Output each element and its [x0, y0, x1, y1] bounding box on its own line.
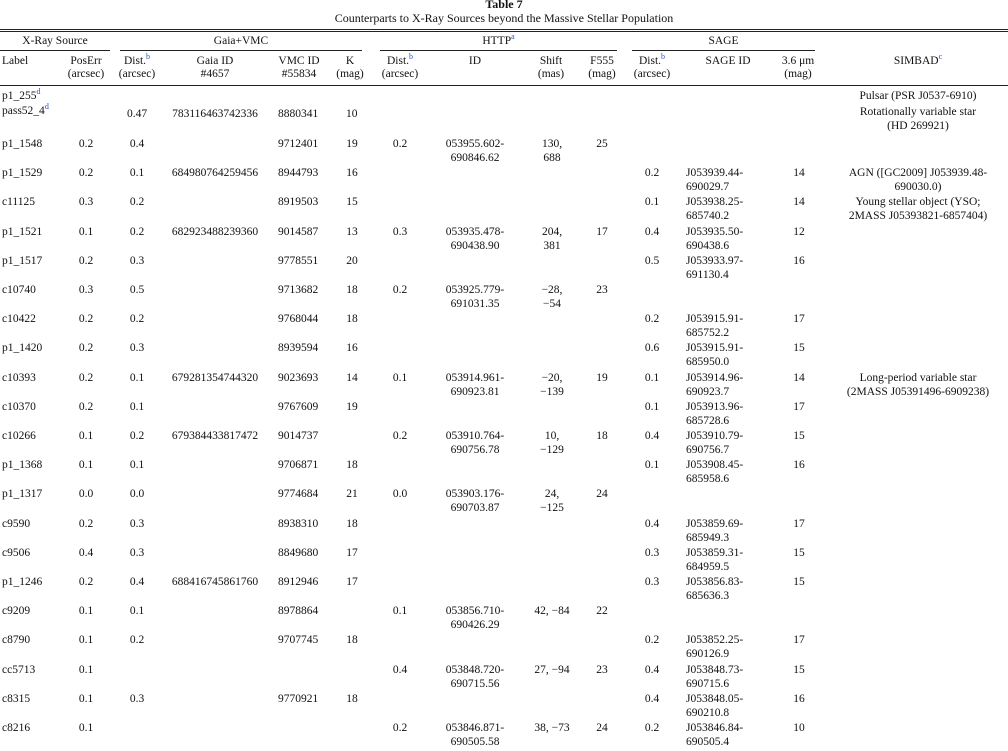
- cell-sage-dist: 0.3: [644, 546, 660, 559]
- cell-k: 13: [346, 225, 358, 238]
- header-f555: F555 (mag): [588, 55, 616, 80]
- cell-label: p1_1420: [2, 342, 43, 355]
- cell-f555: 17: [596, 225, 608, 238]
- cell-http-dist: 0.1: [392, 371, 408, 384]
- header-poserr: PosErr (arcsec): [67, 55, 105, 80]
- cell-ch1: 16: [793, 254, 805, 267]
- cell-http-id: 053903.176- 690703.87: [445, 488, 505, 515]
- cell-k: 18: [346, 284, 358, 296]
- cell-k: 18: [346, 692, 358, 705]
- cell-label: c9506: [2, 546, 31, 559]
- cell-shift: 130, 688: [541, 138, 563, 164]
- table-row: [0, 400, 1008, 430]
- cell-vmc-id: 9768044: [278, 313, 319, 326]
- cell-vmc-id: 9014587: [278, 225, 319, 238]
- cell-http-dist: 0.2: [392, 138, 408, 150]
- group-sage: SAGE: [632, 35, 815, 51]
- cell-sage-id: J053846.84- 690505.4: [686, 722, 744, 748]
- table-row: [0, 137, 1008, 167]
- cell-label: c8790: [2, 634, 31, 647]
- cell-sage-id: J053915.91- 685950.0: [686, 342, 744, 369]
- cell-sage-dist: 0.2: [644, 167, 660, 180]
- cell-poserr: 0.2: [78, 167, 94, 180]
- cell-sage-dist: 0.1: [644, 459, 660, 472]
- cell-shift: 204, 381: [541, 225, 563, 252]
- cell-gaia-dist: 0.3: [129, 517, 145, 530]
- cell-k: 14: [346, 371, 358, 384]
- table-row: [0, 254, 1008, 284]
- cell-k: 16: [346, 167, 358, 180]
- cell-shift: 24, −125: [540, 488, 564, 515]
- cell-ch1: 17: [793, 313, 805, 326]
- table-row: [0, 371, 1008, 401]
- cell-label: p1_1317: [2, 488, 43, 501]
- cell-shift: 38, −73: [534, 722, 570, 734]
- cell-gaia-id: 684980764259456: [171, 167, 259, 180]
- cell-gaia-dist: 0.3: [129, 342, 145, 355]
- cell-sage-dist: 0.4: [644, 430, 660, 442]
- cell-f555: 24: [596, 722, 608, 734]
- cell-k: 20: [346, 254, 358, 267]
- cell-sage-id: J053910.79- 690756.7: [686, 430, 744, 456]
- header-label: Label: [2, 55, 29, 67]
- cell-f555: 23: [596, 284, 608, 296]
- cell-label: c10740: [2, 284, 36, 296]
- cell-ch1: 17: [793, 517, 805, 530]
- table-title: Table 7: [485, 0, 523, 11]
- cell-gaia-dist: 0.2: [129, 634, 145, 647]
- cell-ch1: 16: [793, 692, 805, 705]
- cell-poserr: 0.2: [78, 342, 94, 355]
- cell-simbad: Long-period variable star (2MASS J05391496-6909238): [846, 371, 990, 398]
- cell-poserr: 0.1: [78, 692, 94, 705]
- cell-sage-id: J053914.96- 690923.7: [686, 371, 744, 398]
- cell-f555: 25: [596, 138, 608, 150]
- cell-poserr: 0.2: [78, 313, 94, 326]
- cell-http-dist: 0.2: [392, 284, 408, 296]
- cell-shift: 27, −94: [534, 663, 570, 676]
- table-row: [0, 458, 1008, 488]
- special-row-gaia-dist: 0.47: [126, 108, 148, 120]
- table-row: [0, 429, 1008, 459]
- cell-poserr: 0.2: [78, 138, 94, 150]
- cell-poserr: 0.2: [78, 254, 94, 267]
- cell-label: p1_1517: [2, 254, 43, 267]
- cell-http-dist: 0.1: [392, 605, 408, 618]
- cell-vmc-id: 8938310: [278, 517, 319, 530]
- cell-ch1: 15: [793, 430, 805, 442]
- cell-vmc-id: 9707745: [278, 634, 319, 647]
- cell-ch1: 14: [793, 371, 805, 384]
- cell-shift: 42, −84: [534, 605, 570, 618]
- header-ch1: 3.6 μm (mag): [781, 55, 815, 80]
- cell-label: c11125: [2, 196, 36, 209]
- cell-poserr: 0.1: [78, 605, 94, 618]
- cell-label: c10422: [2, 313, 36, 326]
- cell-gaia-dist: 0.5: [129, 284, 145, 296]
- cell-ch1: 10: [793, 722, 805, 734]
- cell-vmc-id: 8939594: [278, 342, 319, 355]
- cell-http-dist: 0.2: [392, 722, 408, 734]
- table-row: [0, 283, 1008, 313]
- cell-gaia-dist: 0.1: [129, 400, 145, 413]
- cell-poserr: 0.1: [78, 663, 94, 676]
- cell-sage-dist: 0.6: [644, 342, 660, 355]
- table-row: [0, 604, 1008, 634]
- cell-gaia-dist: 0.3: [129, 692, 145, 705]
- cell-k: 19: [346, 400, 358, 413]
- cell-label: cc5713: [2, 663, 36, 676]
- cell-gaia-dist: 0.1: [129, 371, 145, 384]
- cell-vmc-id: 9767609: [278, 400, 319, 413]
- cell-ch1: 17: [793, 400, 805, 413]
- header-gaia-dist: Dist.$^b$ (arcsec): [118, 52, 156, 80]
- cell-gaia-dist: 0.2: [129, 196, 145, 209]
- cell-k: 18: [346, 459, 358, 472]
- cell-gaia-dist: 0.3: [129, 254, 145, 267]
- cell-poserr: 0.2: [78, 400, 94, 413]
- cell-http-dist: 0.3: [392, 225, 408, 238]
- cell-shift: 10, −129: [540, 430, 564, 456]
- cell-poserr: 0.2: [78, 517, 94, 530]
- cell-sage-dist: 0.1: [644, 371, 660, 384]
- cell-poserr: 0.1: [78, 225, 94, 238]
- cell-http-id: 053856.710- 690426.29: [445, 605, 505, 632]
- cell-gaia-dist: 0.1: [129, 605, 145, 618]
- cell-poserr: 0.0: [78, 488, 94, 501]
- cell-poserr: 0.2: [78, 576, 94, 588]
- cell-vmc-id: 9778551: [278, 254, 319, 267]
- cell-poserr: 0.3: [78, 284, 94, 296]
- cell-http-dist: 0.4: [392, 663, 408, 676]
- special-row-label: p1_255$^d$: [2, 87, 41, 102]
- cell-http-id: 053848.720- 690715.56: [445, 663, 505, 690]
- cell-sage-id: J053848.73- 690715.6: [686, 663, 744, 690]
- header-simbad: SIMBAD$^c$: [893, 52, 943, 67]
- cell-ch1: 15: [793, 663, 805, 676]
- header-http-dist: Dist.$^b$ (arcsec): [381, 52, 419, 80]
- cell-sage-id: J053915.91- 685752.2: [686, 313, 744, 340]
- table-row: [0, 546, 1008, 576]
- cell-label: c10266: [2, 430, 36, 442]
- cell-vmc-id: 9023693: [278, 371, 319, 384]
- special-row-k: 10: [346, 108, 358, 120]
- cell-f555: 24: [596, 488, 608, 501]
- cell-sage-dist: 0.2: [644, 722, 660, 734]
- cell-sage-id: J053859.69- 685949.3: [686, 517, 744, 544]
- cell-sage-id: J053935.50- 690438.6: [686, 225, 744, 252]
- cell-sage-id: J053938.25- 685740.2: [686, 196, 744, 223]
- cell-sage-id: J053908.45- 685958.6: [686, 459, 744, 486]
- cell-shift: −28, −54: [541, 284, 563, 310]
- cell-vmc-id: 8849680: [278, 546, 319, 559]
- cell-label: p1_1368: [2, 459, 43, 472]
- cell-sage-id: J053913.96- 685728.6: [686, 400, 744, 427]
- cell-http-id: 053935.478- 690438.90: [445, 225, 505, 252]
- cell-shift: −20, −139: [540, 371, 564, 398]
- cell-label: c9590: [2, 517, 31, 530]
- cell-ch1: 12: [793, 225, 805, 238]
- cell-k: 16: [346, 342, 358, 355]
- cell-vmc-id: 9713682: [278, 284, 319, 296]
- cell-k: 17: [346, 576, 358, 588]
- cell-sage-dist: 0.4: [644, 517, 660, 530]
- cell-f555: 23: [596, 663, 608, 676]
- table-row: [0, 195, 1008, 225]
- cell-gaia-dist: 0.4: [129, 138, 145, 150]
- cell-gaia-dist: 0.2: [129, 430, 145, 442]
- cell-vmc-id: 8912946: [278, 576, 319, 588]
- cell-vmc-id: 9712401: [278, 138, 319, 150]
- cell-poserr: 0.4: [78, 546, 94, 559]
- special-row-simbad: Pulsar (PSR J0537-6910): [859, 90, 977, 102]
- header-shift: Shift (mas): [537, 55, 565, 80]
- header-http-id: ID: [468, 55, 482, 67]
- cell-k: 18: [346, 313, 358, 326]
- cell-vmc-id: 9770921: [278, 692, 319, 705]
- table-row: [0, 487, 1008, 517]
- cell-k: 15: [346, 196, 358, 209]
- cell-sage-dist: 0.5: [644, 254, 660, 267]
- cell-label: c10370: [2, 400, 36, 413]
- cell-ch1: 17: [793, 634, 805, 647]
- cell-label: p1_1548: [2, 138, 43, 150]
- cell-gaia-id: 679384433817472: [171, 430, 259, 442]
- cell-sage-id: J053852.25- 690126.9: [686, 634, 744, 661]
- group-xray: X-Ray Source: [0, 35, 110, 51]
- cell-http-id: 053925.779- 691031.35: [445, 284, 505, 310]
- header-vmc-id: VMC ID #55834: [278, 55, 320, 80]
- cell-http-dist: 0.2: [392, 430, 408, 442]
- header-sage-id: SAGE ID: [705, 55, 751, 67]
- cell-label: p1_1246: [2, 576, 43, 588]
- table-row: [0, 312, 1008, 342]
- cell-k: 21: [346, 488, 358, 501]
- cell-gaia-dist: 0.2: [129, 313, 145, 326]
- cell-ch1: 15: [793, 546, 805, 559]
- cell-ch1: 14: [793, 196, 805, 209]
- cell-label: p1_1529: [2, 167, 43, 180]
- cell-vmc-id: 8944793: [278, 167, 319, 180]
- cell-vmc-id: 9706871: [278, 459, 319, 472]
- header-k: K (mag): [336, 55, 364, 80]
- cell-gaia-id: 679281354744320: [171, 371, 259, 384]
- group-gaia: Gaia+VMC: [120, 35, 362, 51]
- cell-sage-id: J053848.05- 690210.8: [686, 692, 744, 719]
- cell-poserr: 0.1: [78, 430, 94, 442]
- cell-gaia-dist: 0.2: [129, 225, 145, 238]
- table-row: [0, 517, 1008, 547]
- special-row-simbad: Rotationally variable star (HD 269921): [859, 106, 977, 132]
- cell-simbad: AGN ([GC2009] J053939.48- 690030.0): [848, 167, 988, 194]
- cell-poserr: 0.1: [78, 722, 94, 734]
- table-row: [0, 225, 1008, 255]
- cell-sage-dist: 0.4: [644, 225, 660, 238]
- cell-f555: 19: [596, 371, 608, 384]
- cell-k: 19: [346, 138, 358, 150]
- cell-gaia-dist: 0.3: [129, 546, 145, 559]
- cell-vmc-id: 9014737: [278, 430, 319, 442]
- cell-k: 17: [346, 546, 358, 559]
- cell-f555: 18: [596, 430, 608, 442]
- cell-gaia-dist: 0.0: [129, 488, 145, 501]
- cell-label: c8315: [2, 692, 31, 705]
- table-row: [0, 341, 1008, 371]
- cell-label: c8216: [2, 722, 31, 734]
- cell-http-dist: 0.0: [392, 488, 408, 501]
- cell-sage-dist: 0.4: [644, 692, 660, 705]
- header-gaia-id: Gaia ID #4657: [196, 55, 234, 80]
- cell-sage-dist: 0.3: [644, 576, 660, 588]
- cell-sage-dist: 0.4: [644, 663, 660, 676]
- cell-sage-id: J053859.31- 684959.5: [686, 546, 744, 573]
- table-caption: Counterparts to X-Ray Sources beyond the Massive Stellar Population: [334, 11, 674, 25]
- cell-http-id: 053846.871- 690505.58: [445, 722, 505, 748]
- cell-sage-dist: 0.2: [644, 313, 660, 326]
- table-row: [0, 575, 1008, 605]
- cell-label: c9209: [2, 605, 31, 618]
- cell-simbad: Young stellar object (YSO; 2MASS J05393821-6857404): [848, 196, 988, 223]
- special-row-label: pass52_4$^d$: [2, 102, 49, 117]
- cell-http-id: 053914.961- 690923.81: [445, 371, 505, 398]
- cell-k: 18: [346, 634, 358, 647]
- table-row: [0, 692, 1008, 722]
- cell-poserr: 0.1: [78, 634, 94, 647]
- cell-f555: 22: [596, 605, 608, 618]
- cell-poserr: 0.1: [78, 459, 94, 472]
- cell-sage-dist: 0.1: [644, 196, 660, 209]
- table-row: [0, 663, 1008, 693]
- cell-ch1: 15: [793, 342, 805, 355]
- cell-sage-dist: 0.2: [644, 634, 660, 647]
- table-row: [0, 633, 1008, 663]
- header-rule: [0, 85, 1008, 86]
- cell-http-id: 053955.602- 690846.62: [445, 138, 505, 164]
- top-rule-2: [0, 31, 1008, 32]
- cell-gaia-dist: 0.4: [129, 576, 145, 588]
- cell-sage-id: J053933.97- 691130.4: [686, 254, 744, 281]
- header-sage-dist: Dist.$^b$ (arcsec): [633, 52, 671, 80]
- cell-gaia-dist: 0.1: [129, 167, 145, 180]
- cell-k: 18: [346, 517, 358, 530]
- cell-sage-dist: 0.1: [644, 400, 660, 413]
- cell-sage-id: J053856.83- 685636.3: [686, 576, 744, 602]
- table-row: [0, 166, 1008, 196]
- cell-gaia-id: 682923488239360: [171, 225, 259, 238]
- cell-sage-id: J053939.44- 690029.7: [686, 167, 744, 194]
- group-http: HTTP$^a$: [380, 35, 617, 51]
- special-row-vmc-id: 8880341: [278, 108, 319, 120]
- cell-ch1: 15: [793, 576, 805, 588]
- special-row-gaia-id: 783116463742336: [172, 108, 258, 120]
- cell-vmc-id: 8978864: [278, 605, 319, 618]
- cell-poserr: 0.2: [78, 371, 94, 384]
- cell-label: c10393: [2, 371, 36, 384]
- cell-vmc-id: 8919503: [278, 196, 319, 209]
- cell-gaia-id: 688416745861760: [171, 576, 259, 588]
- cell-gaia-dist: 0.1: [129, 459, 145, 472]
- cell-poserr: 0.3: [78, 196, 94, 209]
- cell-ch1: 14: [793, 167, 805, 180]
- top-rule-1: [0, 29, 1008, 30]
- cell-label: p1_1521: [2, 225, 43, 238]
- table-row: [0, 721, 1008, 751]
- cell-ch1: 16: [793, 459, 805, 472]
- cell-http-id: 053910.764- 690756.78: [445, 430, 505, 456]
- cell-vmc-id: 9774684: [278, 488, 319, 501]
